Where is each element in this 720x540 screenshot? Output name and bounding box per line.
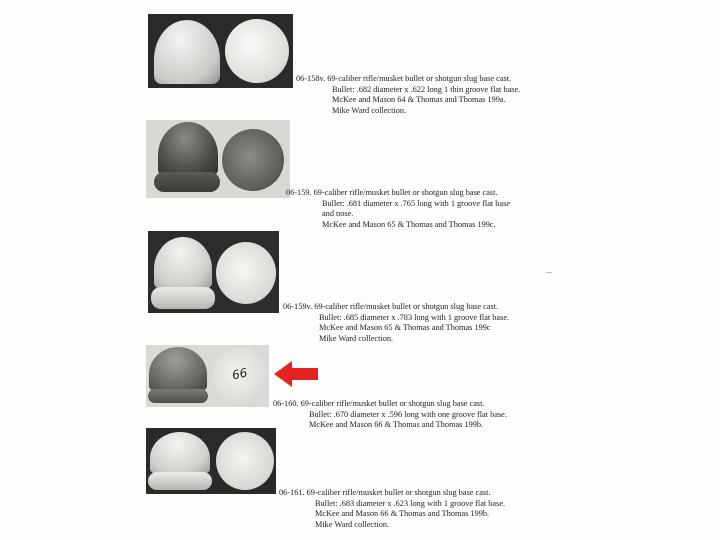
arrow-shape	[274, 361, 318, 387]
caption-line: Mike Ward collection.	[315, 519, 390, 529]
caption-line: Bullet: .683 diameter x .623 long with 1 groove flat base.	[315, 498, 506, 508]
bullet-groove-band	[151, 287, 215, 309]
caption-line: and nose.	[322, 209, 354, 219]
caption-line: McKee and Mason 65 & Thomas and Thomas 199c.	[322, 219, 496, 229]
bullet-photo-06-159v	[148, 231, 279, 313]
bullet-groove-band	[148, 389, 208, 403]
caption-line: 06-159v. 69-caliber rifle/musket bullet or shotgun slug base cast.	[283, 302, 499, 311]
bullet-groove-band	[154, 172, 220, 192]
caption-06-159v	[283, 302, 509, 344]
caption-line: Bullet: .682 diameter x .622 long 1 thin groove flat base.	[332, 84, 521, 94]
pointer-arrow-icon	[274, 361, 320, 387]
caption-line: Mike Ward collection.	[319, 333, 394, 343]
bullet-photo-06-158v	[148, 14, 293, 88]
bullet-base-view	[216, 432, 274, 490]
bullet-base-view	[222, 129, 284, 191]
bullet-base-view	[216, 242, 276, 304]
caption-line: 06-159. 69-caliber rifle/musket bullet or shotgun slug base cast.	[286, 188, 498, 197]
base-marking-66: 66	[230, 365, 249, 383]
caption-line: Mike Ward collection.	[332, 105, 407, 115]
caption-line: 06-158v. 69-caliber rifle/musket bullet or shotgun slug base cast.	[296, 74, 512, 83]
caption-line: McKee and Mason 66 & Thomas and Thomas 199b.	[315, 509, 490, 519]
bullet-photo-06-159	[146, 120, 290, 198]
caption-line: McKee and Mason 66 & Thomas and Thomas 199b.	[309, 420, 484, 430]
caption-line: McKee and Mason 65 & Thomas and Thomas 199c	[319, 323, 491, 333]
bullet-photo-06-161	[146, 428, 276, 494]
caption-06-161	[279, 488, 505, 530]
caption-06-160	[273, 399, 507, 431]
bullet-side-view	[149, 347, 207, 391]
caption-line: Bullet: .670 diameter x .596 long with one groove flat base.	[309, 409, 507, 419]
bullet-side-view	[154, 20, 220, 84]
caption-line: Bullet: .685 diameter x .783 long with 1 groove flat base.	[319, 312, 510, 322]
bullet-side-view	[150, 432, 210, 474]
caption-line: Bullet: .681 diameter x .765 long with 1 groove flat base	[322, 198, 511, 208]
caption-line: 06-160. 69-caliber rifle/musket bullet or shotgun slug base cast.	[273, 399, 485, 408]
bullet-base-view	[225, 19, 289, 83]
bullet-groove-band	[148, 472, 212, 490]
caption-06-159	[286, 188, 510, 230]
caption-line: 06-161. 69-caliber rifle/musket bullet or shotgun slug base cast.	[279, 488, 491, 497]
bullet-side-view	[158, 122, 218, 176]
bullet-photo-06-160	[146, 345, 269, 407]
scan-speck	[546, 272, 552, 273]
caption-06-158v	[296, 74, 520, 116]
bullet-side-view	[154, 237, 212, 289]
caption-line: McKee and Mason 64 & Thomas and Thomas 199a.	[332, 95, 506, 105]
